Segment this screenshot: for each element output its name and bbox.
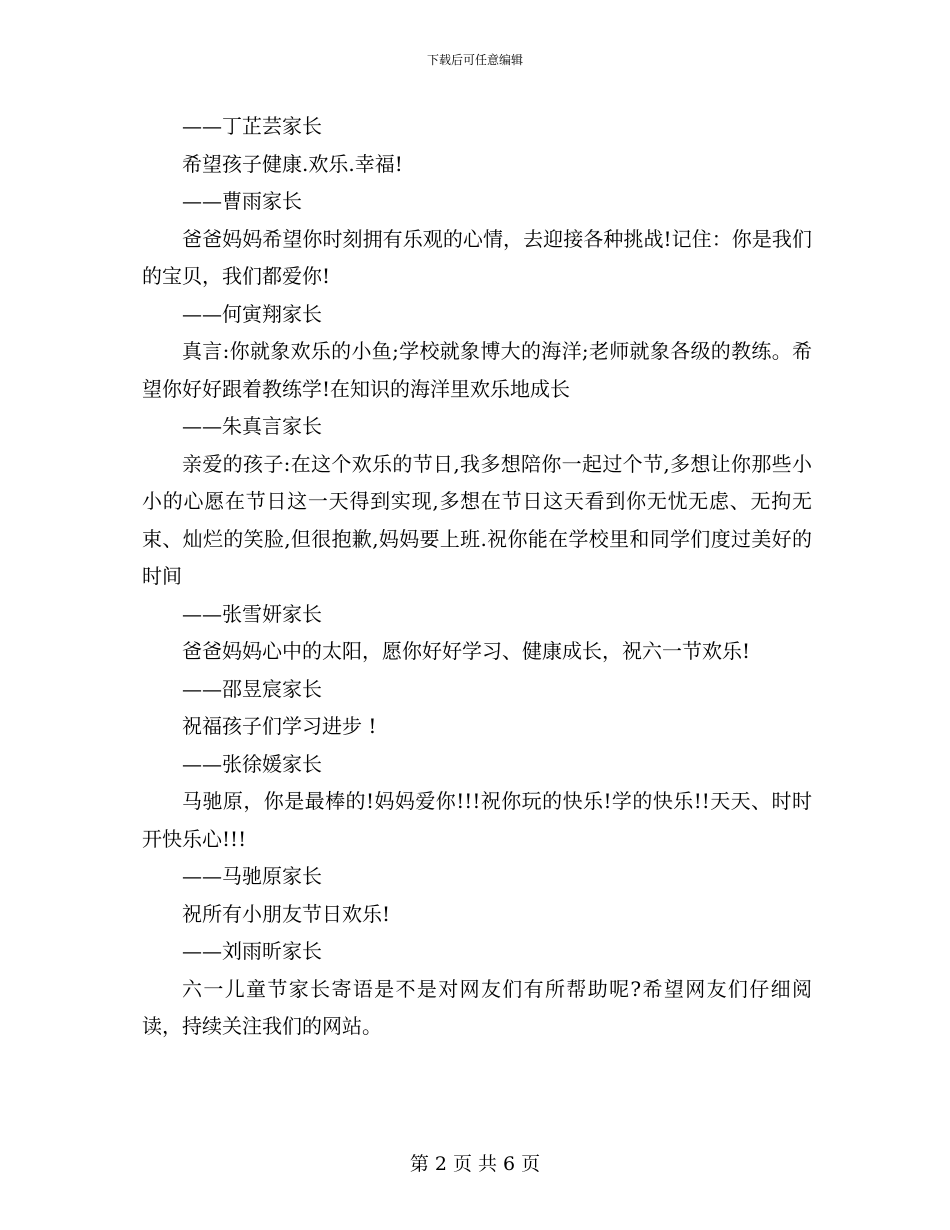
signature-line: ——张徐媛家长 bbox=[182, 751, 322, 776]
paragraph: 爸爸妈妈希望你时刻拥有乐观的心情，去迎接各种挑战!记住：你是我们的宝贝，我们都爱你! bbox=[142, 226, 812, 288]
signature-line: ——何寅翔家长 bbox=[182, 301, 322, 326]
page-number-footer: 第 2 页 共 6 页 bbox=[409, 1153, 541, 1175]
signature-line: ——曹雨家长 bbox=[182, 189, 302, 213]
signature-line: ——朱真言家长 bbox=[182, 414, 322, 438]
paragraph: 马驰原，你是最棒的!妈妈爱你!!!祝你玩的快乐!学的快乐!!天天、时时开快乐心!!! bbox=[142, 789, 812, 851]
paragraph: 亲爱的孩子:在这个欢乐的节日,我多想陪你一起过个节,多想让你那些小小的心愿在节日这一天得到实现,多想在节日这天看到你无忧无虑、无拘无束、灿烂的笑脸,但很抱歉,妈妈要上班.祝你能在学校里和同学们度过美好的时间 bbox=[142, 451, 812, 588]
paragraph: 祝所有小朋友节日欢乐! bbox=[182, 901, 391, 926]
signature-line: ——马驰原家长 bbox=[182, 864, 322, 888]
signature-line: ——张雪妍家长 bbox=[182, 601, 322, 626]
closing-paragraph: 六一儿童节家长寄语是不是对网友们有所帮助呢?希望网友们仔细阅读，持续关注我们的网站。 bbox=[142, 976, 812, 1038]
paragraph: 希望孩子健康.欢乐.幸福! bbox=[182, 151, 403, 176]
paragraph: 祝福孩子们学习进步 ! bbox=[182, 714, 377, 738]
signature-line: ——丁芷芸家长 bbox=[182, 114, 322, 138]
page-header: 下载后可任意编辑 bbox=[426, 53, 523, 67]
paragraph: 真言:你就象欢乐的小鱼;学校就象博大的海洋;老师就象各级的教练。希望你好好跟着教练学!在知识的海洋里欢乐地成长 bbox=[142, 339, 812, 401]
document-body bbox=[142, 108, 812, 1046]
signature-line: ——邵昱宸家长 bbox=[182, 676, 322, 701]
paragraph: 爸爸妈妈心中的太阳，愿你好好学习、健康成长，祝六一节欢乐! bbox=[182, 639, 751, 663]
signature-line: ——刘雨昕家长 bbox=[182, 939, 322, 963]
